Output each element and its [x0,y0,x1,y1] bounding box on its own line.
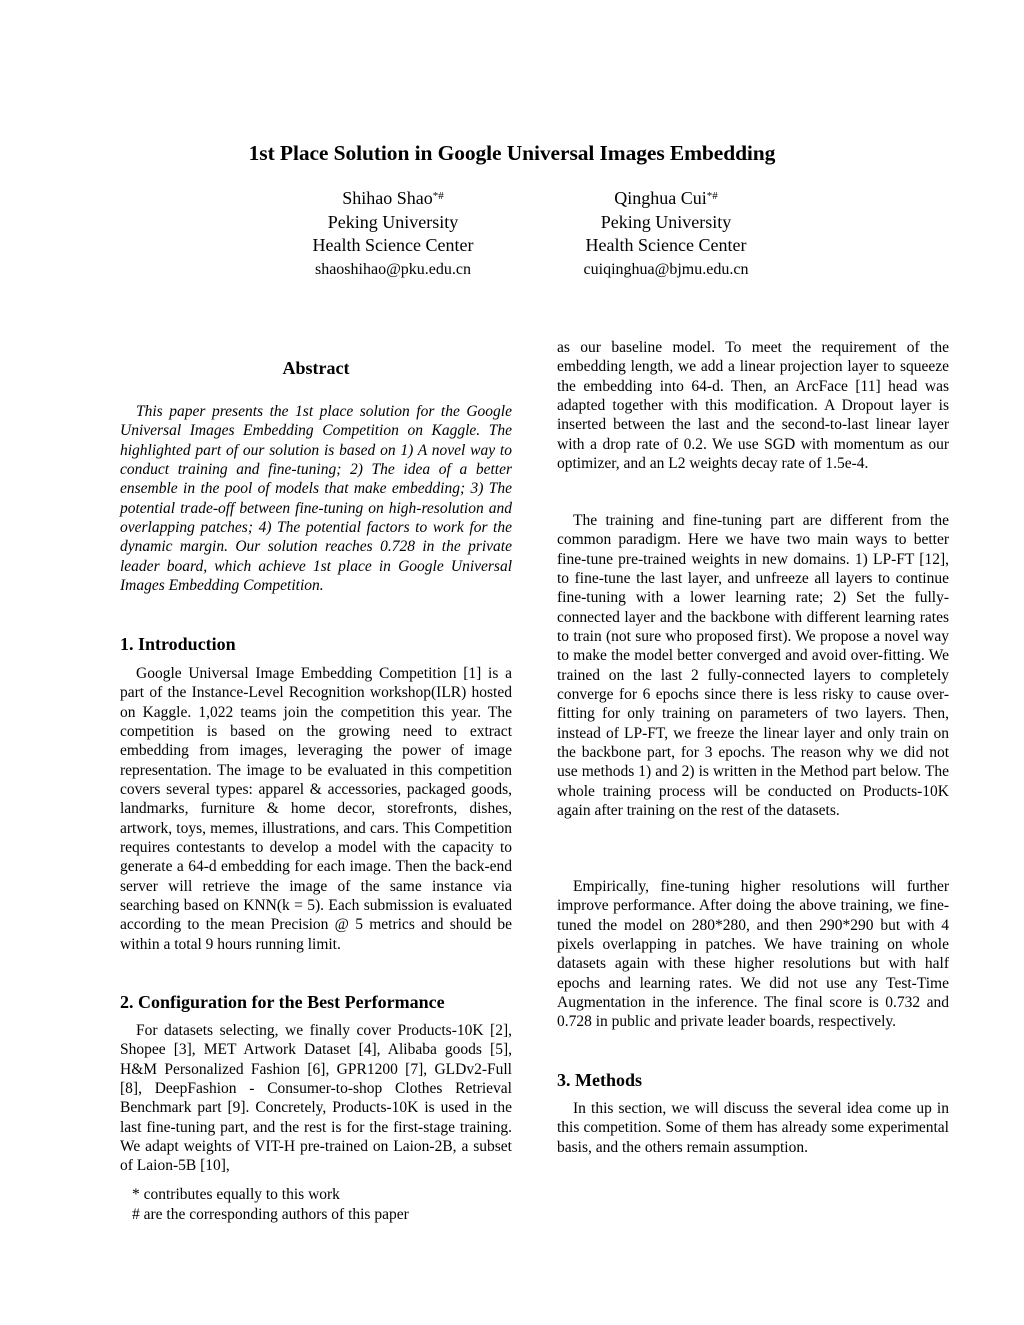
author-affiliation: Peking University [600,211,732,232]
author-email: shaoshihao@pku.edu.cn [314,260,472,278]
author-affiliation: Peking University [327,211,459,232]
resolution-paragraph: Empirically, fine-tuning higher resolutions will further improve performance. After doing the above training, we fine-tuned the model on 280*280, and then 290*290 but with 4 pixels overlapping in patches. We have training on whole datasets again with these higher resolutions but with half epochs and learning rates. We did not use any Test-Time Augmentation in the inference. The final score is 0.732 and 0.728 in public and private leader boards, respectively. [557,878,949,1031]
author-block [253,187,533,281]
abstract-text: This paper presents the 1st place solution for the Google Universal Images Embedding Competition on Kaggle. The highlighted part of our solution is based on 1) A novel way to conduct training and fine-tuning; 2) The idea of a better ensemble in the pool of models that make embedding; 3) The potential trade-off between fine-tuning on high-resolution and overlapping patches; 4) The potential factors to work for the dynamic margin. Our solution reaches 0.728 in the private leader board, which achieve 1st place in Google Universal Images Embedding Competition. [120,403,512,595]
abstract-heading: Abstract [282,358,350,378]
author-block [526,187,806,281]
introduction-paragraph: Google Universal Image Embedding Competition [1] is a part of the Instance-Level Recognition workshop(ILR) hosted on Kaggle. 1,022 teams join the competition this year. The competition is based on the growing need to extract embedding from images, leveraging the power of image representation. The image to be evaluated in this competition covers several types: apparel & accessories, packaged goods, landmarks, furniture & home decor, storefronts, dishes, artwork, toys, memes, illustrations, and cars. This Competition requires contestants to develop a model with the capacity to generate a 64-d embedding for each image. Then the back-end server will retrieve the image of the same instance via searching based on KNN(k = 5). Each submission is evaluated according to the mean Precision @ 5 metrics and should be within a total 9 hours running limit. [120,665,512,953]
configuration-paragraph: For datasets selecting, we finally cover Products-10K [2], Shopee [3], MET Artwork Dataset [4], Alibaba goods [5], H&M Personalized Fashion [6], GPR1200 [7], GLDv2-Full [8], DeepFashion - Consumer-to-shop Clothes Retrieval Benchmark part [9]. Concretely, Products-10K is used in the last fine-tuning part, and the rest is for the first-stage training. We adapt weights of VIT-H pre-trained on Laion-2B, a subset of Laion-5B [10], [120,1022,512,1175]
section-heading-configuration: 2. Configuration for the Best Performance [120,992,445,1012]
methods-paragraph: In this section, we will discuss the several idea come up in this competition. Some of them has already some experimental basis, and the others remain assumption. [557,1100,949,1156]
paper-title: 1st Place Solution in Google Universal Images Embedding [248,141,776,165]
author-email: cuiqinghua@bjmu.edu.cn [583,260,749,278]
configuration-paragraph-continued: as our baseline model. To meet the requirement of the embedding length, we add a linear projection layer to squeeze the embedding into 64-d. Then, an ArcFace [11] head was adapted together with this modification. A Dropout layer is inserted between the last and the second-to-last linear layer with a drop rate of 0.2. We use SGD with momentum as our optimizer, and an L2 weights decay rate of 1.5e-4. [557,339,949,473]
author-affiliation: Health Science Center [312,235,474,255]
author-name-line [253,187,533,211]
section-heading-introduction: 1. Introduction [120,634,236,654]
section-heading-methods: 3. Methods [557,1070,642,1090]
author-name: Shihao Shao [342,188,433,208]
footnote-equal-contribution: * contributes equally to this work [132,1186,340,1203]
footnote-corresponding-authors: # are the corresponding authors of this paper [132,1206,409,1223]
author-marks: *# [706,190,718,202]
training-paragraph: The training and fine-tuning part are different from the common paradigm. Here we have two main ways to better fine-tune pre-trained weights in new domains. 1) LP-FT [12], to fine-tune the last layer, and unfreeze all layers to continue fine-tuning with a lower learning rate; 2) Set the fully-connected layer and the backbone with different learning rates to train (not sure who proposed first). We propose a novel way to make the model better converged and avoid over-fitting. We trained on the last 2 fully-connected layers to completely converge for 6 epochs since there is less risky to cause over-fitting for only training on parameters of two layers. Then, instead of LP-FT, we freeze the linear layer and only train on the backbone part, for 3 epochs. The reason why we did not use methods 1) and 2) is written in the Method part below. The whole training process will be conducted on Products-10K again after training on the rest of the datasets. [557,512,949,820]
author-name-line [526,187,806,211]
author-affiliation: Health Science Center [585,235,747,255]
author-name: Qinghua Cui [614,188,707,208]
author-marks: *# [432,190,444,202]
